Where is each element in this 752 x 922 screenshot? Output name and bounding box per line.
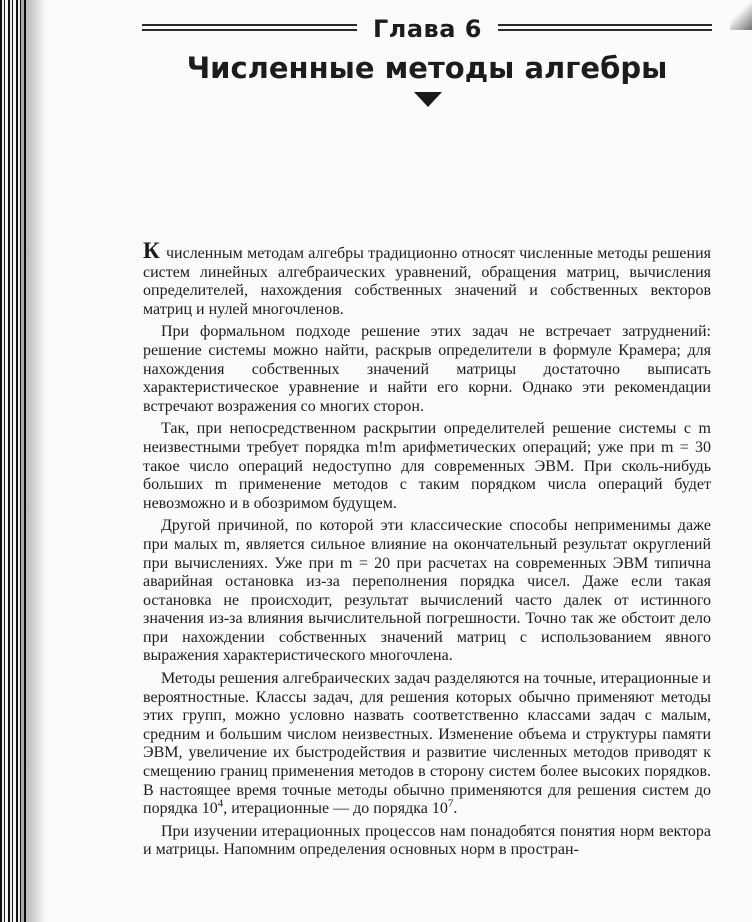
page-corner-shadow xyxy=(730,0,752,30)
paragraph-text-mid: , итерационные — до порядка 10 xyxy=(223,800,448,818)
drop-cap: К xyxy=(143,238,160,263)
paragraph-text: численным методам алгебры традиционно относят численные методы решения систем линейных алгебраических уравнений, обращения матриц, вычисления определителей, нахождения собственных значений и собственных векторов матриц и нулей многочленов. xyxy=(143,245,711,318)
paragraph-3: Так, при непосредственном раскрытии определителей решение системы с m неизвестными требует порядка m!m арифметических операций; уже при m = 30 такое число операций недоступно для современных ЭВМ. При сколь-нибудь больших m применение методов с таким порядком числа операций будет невозможно и в обозримом будущем. xyxy=(143,420,711,512)
paragraph-text: Методы решения алгебраических задач разделяются на точные, итерационные и вероятностные. Классы задач, для решения которых обычно применяют методы этих групп, можно условно назвать соответственно классами задач с малым, средним и большим числом неизвестных. Изменение объема и структуры памяти ЭВМ, увеличение их быстродействия и развитие численных методов приводят к смещению границ применения методов в сторону систем более высоких порядков. В настоящее время точные методы обычно применяются для решения систем до порядка 10 xyxy=(143,670,711,818)
chapter-rule-right xyxy=(498,24,712,31)
triangle-down-icon xyxy=(414,92,442,107)
paragraph-5 xyxy=(143,670,711,819)
paragraph-1 xyxy=(143,238,711,319)
chapter-heading xyxy=(142,14,712,44)
paragraph-2: При формальном подходе решение этих задач не встречает затруднений: решение системы можно найти, раскрыв определители в формуле Крамера; для нахождения собственных значений матрицы достаточно выписать характеристическое уравнение и найти его корни. Однако эти рекомендации встречают возражения со многих сторон. xyxy=(143,323,711,415)
chapter-body xyxy=(143,238,711,864)
chapter-rule-left xyxy=(142,24,357,31)
exponent: 4 xyxy=(217,797,224,810)
chapter-label: Глава 6 xyxy=(372,15,482,43)
gutter-shadow xyxy=(20,0,46,922)
paragraph-text-end: . xyxy=(453,800,458,818)
paragraph-6: При изучении итерационных процессов нам понадобятся понятия норм вектора и матрицы. Напомним определения основных норм в простран- xyxy=(143,822,711,859)
exponent: 7 xyxy=(447,797,454,810)
chapter-title: Численные методы алгебры xyxy=(186,51,668,85)
paragraph-4: Другой причиной, по которой эти классические способы неприменимы даже при малых m, является сильное влияние на окончательный результат округлений при вычислениях. Уже при m = 20 при расчетах на современных ЭВМ типична аварийная остановка из-за переполнения порядка чисел. Даже если такая остановка не происходит, результат вычислений часто далек от истинного значения из-за влияния вычислительной погрешности. Точно так же обстоит дело при нахождении собственных значений матриц с использованием явного выражения характеристического многочлена. xyxy=(143,517,711,665)
